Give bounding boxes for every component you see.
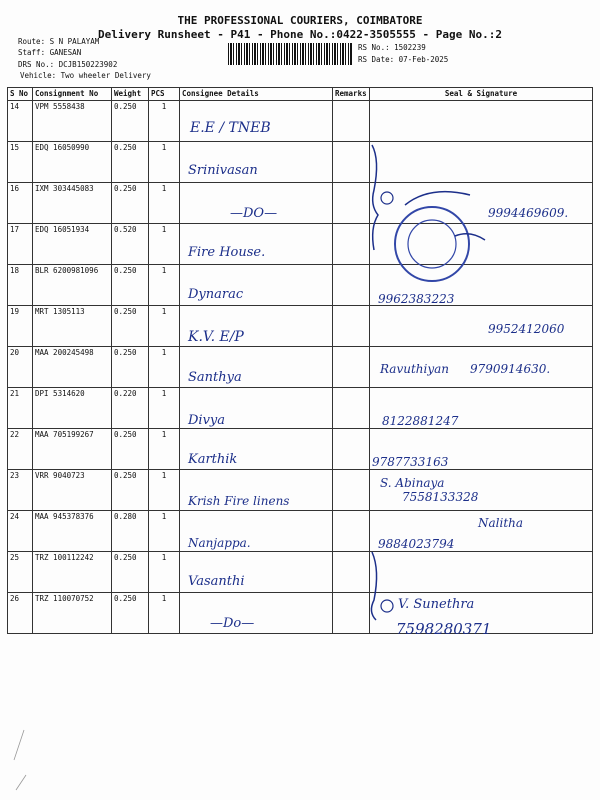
cell-weight: 0.250 xyxy=(112,347,149,388)
cell-weight: 0.250 xyxy=(112,470,149,511)
hw-name: Ravuthiyan xyxy=(380,362,450,376)
drs-label: DRS No.: DCJB150223902 xyxy=(18,60,118,69)
hw-phone: 9790914630. xyxy=(470,362,551,376)
cell-pcs: 1 xyxy=(149,306,180,347)
cell-pcs: 1 xyxy=(149,224,180,265)
hw-consignee: Divya xyxy=(188,413,226,428)
cell-sno: 20 xyxy=(8,347,33,388)
cell-consignment-no: BLR 6200981096 xyxy=(33,265,112,306)
cell-consignment-no: VRR 9040723 xyxy=(33,470,112,511)
cell-consignment-no: MRT 1305113 xyxy=(33,306,112,347)
cell-pcs: 1 xyxy=(149,511,180,552)
cell-pcs: 1 xyxy=(149,347,180,388)
cell-consignment-no: DPI 5314620 xyxy=(33,388,112,429)
vehicle-label: Vehicle: Two wheeler Delivery xyxy=(20,71,151,80)
cell-weight: 0.520 xyxy=(112,224,149,265)
cell-sno: 25 xyxy=(8,552,33,593)
cell-pcs: 1 xyxy=(149,142,180,183)
hw-consignee: —DO— xyxy=(230,206,278,221)
cell-weight: 0.250 xyxy=(112,265,149,306)
cell-sno: 22 xyxy=(8,429,33,470)
cell-weight: 0.250 xyxy=(112,142,149,183)
hw-consignee: E.E / TNEB xyxy=(190,120,271,136)
cell-pcs: 1 xyxy=(149,429,180,470)
cell-consignment-no: IXM 303445083 xyxy=(33,183,112,224)
cell-sno: 14 xyxy=(8,101,33,142)
cell-sno: 24 xyxy=(8,511,33,552)
hw-phone: 9952412060 xyxy=(488,322,565,336)
col-sno: S No xyxy=(8,88,33,101)
cell-weight: 0.220 xyxy=(112,388,149,429)
hw-phone: 9884023794 xyxy=(378,537,455,551)
cell-weight: 0.250 xyxy=(112,183,149,224)
hw-phone: 7558133328 xyxy=(402,490,479,504)
hw-name: S. Abinaya xyxy=(380,476,445,490)
hw-phone: 9787733163 xyxy=(372,455,449,469)
cell-consignment-no: MAA 945378376 xyxy=(33,511,112,552)
cell-sno: 21 xyxy=(8,388,33,429)
col-consignment: Consignment No xyxy=(33,88,112,101)
cell-weight: 0.250 xyxy=(112,101,149,142)
rs-date: RS Date: 07-Feb-2025 xyxy=(358,55,449,64)
cell-consignment-no: MAA 705199267 xyxy=(33,429,112,470)
cell-sno: 23 xyxy=(8,470,33,511)
cell-pcs: 1 xyxy=(149,470,180,511)
cell-pcs: 1 xyxy=(149,265,180,306)
cell-weight: 0.250 xyxy=(112,593,149,634)
runsheet-subtitle: Delivery Runsheet - P41 - Phone No.:0422-3505555 - Page No.:2 xyxy=(98,28,502,41)
cell-sno: 18 xyxy=(8,265,33,306)
cell-consignment-no: TRZ 100112242 xyxy=(33,552,112,593)
hw-consignee: Nanjappa. xyxy=(188,536,251,550)
col-pcs: PCS xyxy=(149,88,180,101)
cell-sno: 17 xyxy=(8,224,33,265)
rs-number: RS No.: 1502239 xyxy=(358,43,426,52)
cell-sno: 16 xyxy=(8,183,33,224)
company-title: THE PROFESSIONAL COURIERS, COIMBATORE xyxy=(177,14,423,27)
cell-consignment-no: TRZ 110070752 xyxy=(33,593,112,634)
hw-consignee: Dynarac xyxy=(188,287,244,302)
cell-consignment-no: MAA 200245498 xyxy=(33,347,112,388)
cell-pcs: 1 xyxy=(149,101,180,142)
hw-phone: 9994469609. xyxy=(488,206,569,220)
cell-weight: 0.280 xyxy=(112,511,149,552)
cell-sno: 26 xyxy=(8,593,33,634)
cell-sno: 15 xyxy=(8,142,33,183)
hw-consignee: Vasanthi xyxy=(188,574,245,589)
hw-consignee: Karthik xyxy=(188,452,238,467)
route-label: Route: S N PALAYAM xyxy=(18,37,100,46)
cell-weight: 0.250 xyxy=(112,552,149,593)
cell-pcs: 1 xyxy=(149,593,180,634)
cell-weight: 0.250 xyxy=(112,306,149,347)
col-signature: Seal & Signature xyxy=(370,88,593,101)
hw-consignee: Srinivasan xyxy=(188,163,258,178)
hw-consignee: K.V. E/P xyxy=(188,329,244,345)
hw-phone: 7598280371 xyxy=(396,620,492,638)
hw-name: V. Sunethra xyxy=(398,597,475,612)
hw-consignee: Krish Fire linens xyxy=(188,494,290,508)
hw-consignee: —Do— xyxy=(210,616,255,631)
cell-sno: 19 xyxy=(8,306,33,347)
cell-consignment-no: EDQ 16050990 xyxy=(33,142,112,183)
hw-phone: 8122881247 xyxy=(382,414,459,428)
hw-name: Nalitha xyxy=(478,516,524,530)
hw-phone: 9962383223 xyxy=(378,292,455,306)
staff-label: Staff: GANESAN xyxy=(18,48,82,57)
col-weight: Weight xyxy=(112,88,149,101)
col-consignee: Consignee Details xyxy=(180,88,333,101)
cell-weight: 0.250 xyxy=(112,429,149,470)
hw-consignee: Santhya xyxy=(188,370,242,385)
cell-consignment-no: VPM 5558438 xyxy=(33,101,112,142)
col-remarks: Remarks xyxy=(333,88,370,101)
cell-pcs: 1 xyxy=(149,388,180,429)
hw-consignee: Fire House. xyxy=(188,245,266,260)
cell-consignment-no: EDQ 16051934 xyxy=(33,224,112,265)
cell-pcs: 1 xyxy=(149,552,180,593)
cell-pcs: 1 xyxy=(149,183,180,224)
